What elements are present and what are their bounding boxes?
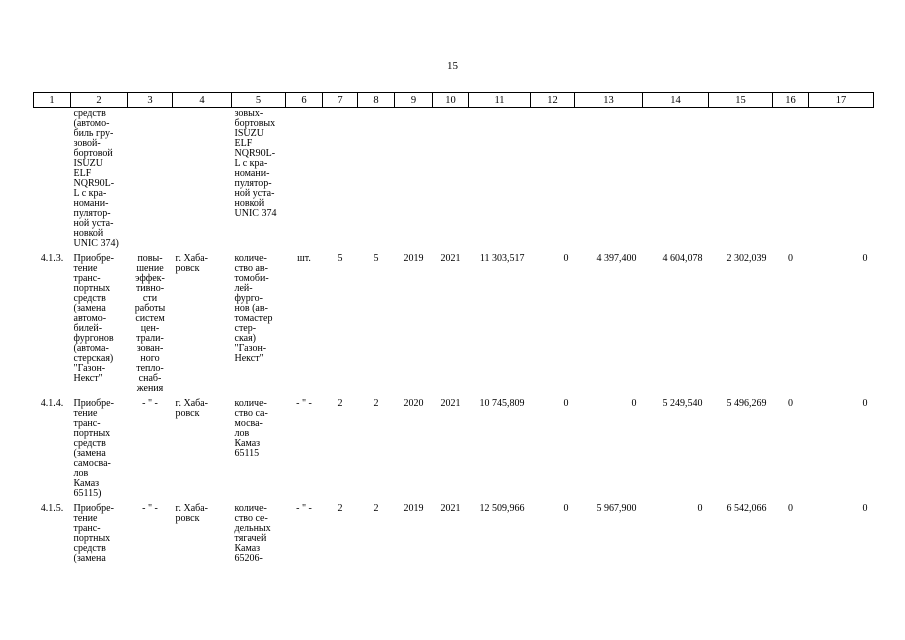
item-location: г. Хаба- ровск [175, 253, 208, 274]
table-cell: зовых- бортовых ISUZU ELF NQR90L- L с кра- номани- пулятор- ной уста- новкой UNIC 374 [234, 108, 277, 219]
header-cell: 14 [643, 93, 709, 108]
table-cell: 5 [337, 253, 343, 264]
table-cell: 0 [631, 398, 637, 409]
table-row [34, 249, 874, 394]
item-number: 4.1.4. [40, 398, 64, 409]
table-cell: 0 [563, 398, 569, 409]
table-cell: 5 496,269 [726, 398, 767, 409]
header-cell: 11 [469, 93, 531, 108]
item-unit: шт. [297, 253, 311, 264]
table-cell: 0 [697, 503, 703, 514]
table-cell [358, 108, 395, 250]
table-cell: 0 [788, 253, 793, 264]
table-cell: 0 [563, 503, 569, 514]
item-name: Приобре- тение транс- портных средств (замена самосва- лов Камаз 65115) [73, 398, 114, 499]
table-cell: 2 [337, 398, 343, 409]
table-cell: 2 [373, 398, 379, 409]
table-cell: 5 [373, 253, 379, 264]
item-unit: - " - [296, 398, 312, 409]
table-cell: 2019 [403, 503, 424, 514]
table-cell: 2 [337, 503, 343, 514]
item-name: Приобре- тение транс- портных средств (замена автомо- билей- фургонов (автома- стерская) "Газон- Некст" [73, 253, 114, 384]
header-cell: 16 [773, 93, 809, 108]
header-cell: 4 [173, 93, 232, 108]
item-location: г. Хаба- ровск [175, 503, 208, 524]
program-table [33, 92, 874, 564]
table-cell: 12 509,966 [479, 503, 525, 514]
table-cell [286, 108, 323, 250]
header-cell: 17 [809, 93, 874, 108]
table-cell: 0 [862, 253, 868, 264]
item-location: г. Хаба- ровск [175, 398, 208, 419]
table-cell [173, 108, 232, 250]
header-cell: 10 [433, 93, 469, 108]
table-cell [709, 108, 773, 250]
header-cell: 12 [531, 93, 575, 108]
header-cell: 15 [709, 93, 773, 108]
table-cell: 6 542,066 [726, 503, 767, 514]
header-cell: 6 [286, 93, 323, 108]
table-cell: 4 604,078 [662, 253, 703, 264]
table-cell [469, 108, 531, 250]
table-cell: 2019 [403, 253, 424, 264]
table-cell [531, 108, 575, 250]
table-cell: 2021 [440, 398, 461, 409]
item-number: 4.1.3. [40, 253, 64, 264]
item-unit: - " - [296, 503, 312, 514]
header-cell: 9 [395, 93, 433, 108]
table-cell: 2 [373, 503, 379, 514]
table-cell: 0 [862, 503, 868, 514]
table-cell [128, 108, 173, 250]
column-number-header [34, 93, 874, 108]
item-number: 4.1.5. [40, 503, 64, 514]
table-cell: 4 397,400 [596, 253, 637, 264]
table-cell [643, 108, 709, 250]
table-cell [395, 108, 433, 250]
table-cell: 5 967,900 [596, 503, 637, 514]
table-cell [34, 108, 71, 250]
table-cell: средств (автомо- биль гру- зовой- бортовой ISUZU ELF NQR90L- L с кра- номани- пулятор- ной уста- новкой UNIC 374) [73, 108, 119, 249]
item-indicator: количе- ство се- дельных тягачей Камаз 65206- [234, 503, 271, 564]
table-cell [433, 108, 469, 250]
item-indicator: количе- ство са- мосва- лов Камаз 65115 [234, 398, 268, 459]
table-cell [809, 108, 874, 250]
table-cell [773, 108, 809, 250]
item-goal: - " - [142, 398, 158, 409]
table-cell: 0 [788, 503, 793, 514]
table-cell: 0 [788, 398, 793, 409]
table-cell: 2021 [440, 253, 461, 264]
table-cell: 11 303,517 [479, 253, 525, 264]
header-cell: 1 [34, 93, 71, 108]
header-cell: 3 [128, 93, 173, 108]
page-number: 15 [447, 60, 458, 72]
table-cell: 0 [563, 253, 569, 264]
table-cell: 2020 [403, 398, 424, 409]
item-goal: - " - [142, 503, 158, 514]
table-cell: 2 302,039 [726, 253, 767, 264]
header-cell: 2 [71, 93, 128, 108]
header-cell: 5 [232, 93, 286, 108]
header-cell: 7 [323, 93, 358, 108]
continuation-row [34, 108, 874, 250]
table-cell [575, 108, 643, 250]
table-cell: 0 [862, 398, 868, 409]
header-cell: 8 [358, 93, 395, 108]
table-cell [323, 108, 358, 250]
table-row [34, 499, 874, 564]
table-cell: 5 249,540 [662, 398, 703, 409]
table-cell: 2021 [440, 503, 461, 514]
table-row [34, 394, 874, 499]
item-goal: повы- шение эффек- тивно- сти работы систем цен- трали- зован- ного тепло- снаб- жения [134, 253, 166, 394]
item-indicator: количе- ство ав- томоби- лей- фурго- нов (ав- томастер стер- ская) "Газон- Некст" [234, 253, 273, 364]
table-cell: 10 745,809 [479, 398, 525, 409]
header-cell: 13 [575, 93, 643, 108]
item-name: Приобре- тение транс- портных средств (замена [73, 503, 114, 564]
